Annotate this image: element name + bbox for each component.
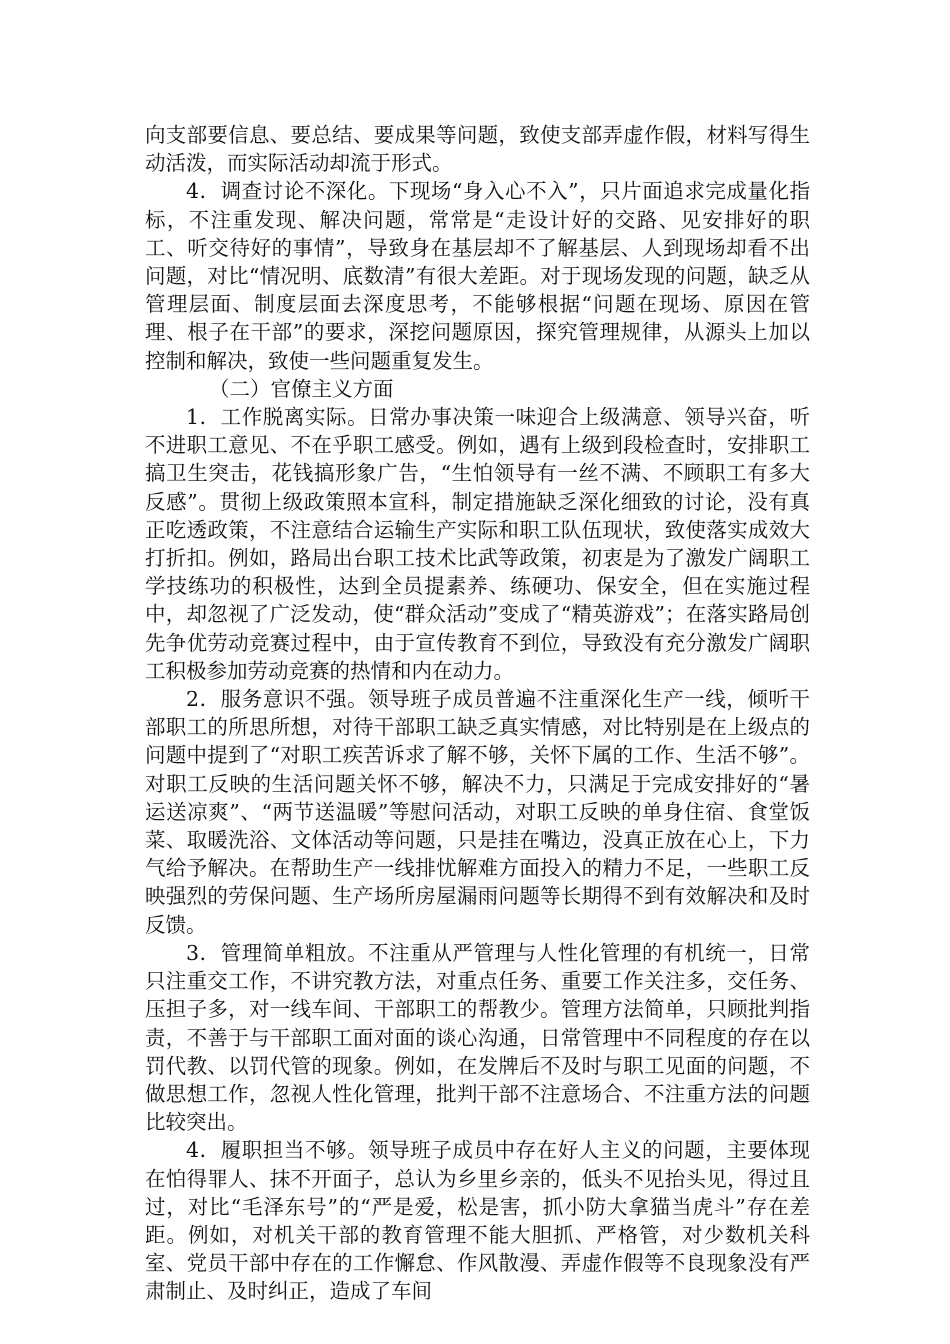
paragraph-item-4-investigation: 4．调查讨论不深化。下现场“身入心不入”，只片面追求完成量化指标，不注重发现、解决问题，常常是“走设计好的交路、见安排好的职工、听交待好的事情”，导致身在基层却不了解基层、人到现场却看不出问题，对比“情况明、底数清”有很大差距。对于现场发现的问题，缺乏从管理层面、制度层面去深度思考，不能够根据“问题在现场、原因在管理、根子在干部”的要求，深挖问题原因，探究管理规律，从源头上加以控制和解决，致使一些问题重复发生。 — [145, 179, 810, 373]
paragraph-continuation: 向支部要信息、要总结、要成果等问题，致使支部弄虚作假，材料写得生动活泼，而实际活动却流于形式。 — [145, 123, 810, 176]
section-heading-bureaucratism: （二）官僚主义方面 — [209, 376, 394, 401]
paragraph-item-3-management: 3．管理简单粗放。不注重从严管理与人性化管理的有机统一，日常只注重交工作，不讲究教方法，对重点任务、重要工作关注多，交任务、压担子多，对一线车间、干部职工的帮教少。管理方法简单，只顾批判指责，不善于与干部职工面对面的谈心沟通，日常管理中不同程度的存在以罚代教、以罚代管的现象。例如，在发牌后不及时与职工见面的问题，不做思想工作，忽视人性化管理，批判干部不注意场合、不注重方法的问题比较突出。 — [145, 940, 810, 1135]
paragraph-item-2-service-awareness: 2．服务意识不强。领导班子成员普遍不注重深化生产一线，倾听干部职工的所思所想，对待干部职工缺乏真实情感，对比特别是在上级点的问题中提到了“对职工疾苦诉求了解不够，关怀下属的工作、生活不够”。对职工反映的生活问题关怀不够，解决不力，只满足于完成安排好的“暑运送凉爽”、“两节送温暖”等慰问活动，对职工反映的单身住宿、食堂饭菜、取暖洗浴、文体活动等问题，只是挂在嘴边，没真正放在心上，下力气给予解决。在帮助生产一线排忧解难方面投入的精力不足，一些职工反映强烈的劳保问题、生产场所房屋漏雨问题等长期得不到有效解决和及时反馈。 — [145, 687, 810, 937]
paragraph-item-4-responsibility: 4．履职担当不够。领导班子成员中存在好人主义的问题，主要体现在怕得罪人、抹不开面子，总认为乡里乡亲的，低头不见抬头见，得过且过，对比“毛泽东号”的“严是爱，松是害，抓小防大拿猫当虎斗”存在差距。例如，对机关干部的教育管理不能大胆抓、严格管，对少数机关科室、党员干部中存在的工作懈怠、作风散漫、弄虚作假等不良现象没有严肃制止、及时纠正，造成了车间 — [145, 1138, 810, 1304]
paragraph-item-1-work-detached: 1．工作脱离实际。日常办事决策一味迎合上级满意、领导兴奋，听不进职工意见、不在乎职工感受。例如，遇有上级到段检查时，安排职工搞卫生突击，花钱搞形象广告，“生怕领导有一丝不满、不顾职工有多大反感”。贯彻上级政策照本宣科，制定措施缺乏深化细致的讨论，没有真正吃透政策，不注意结合运输生产实际和职工队伍现状，致使落实成效大打折扣。例如，路局出台职工技术比武等政策，初衷是为了激发广阔职工学技练功的积极性，达到全员提素养、练硬功、保安全，但在实施过程中，却忽视了广泛发动，使“群众活动”变成了“精英游戏”；在落实路局创先争优劳动竞赛过程中，由于宣传教育不到位，导致没有充分激发广阔职工积极参加劳动竞赛的热情和内在动力。 — [145, 405, 810, 683]
document-page — [145, 121, 810, 1306]
